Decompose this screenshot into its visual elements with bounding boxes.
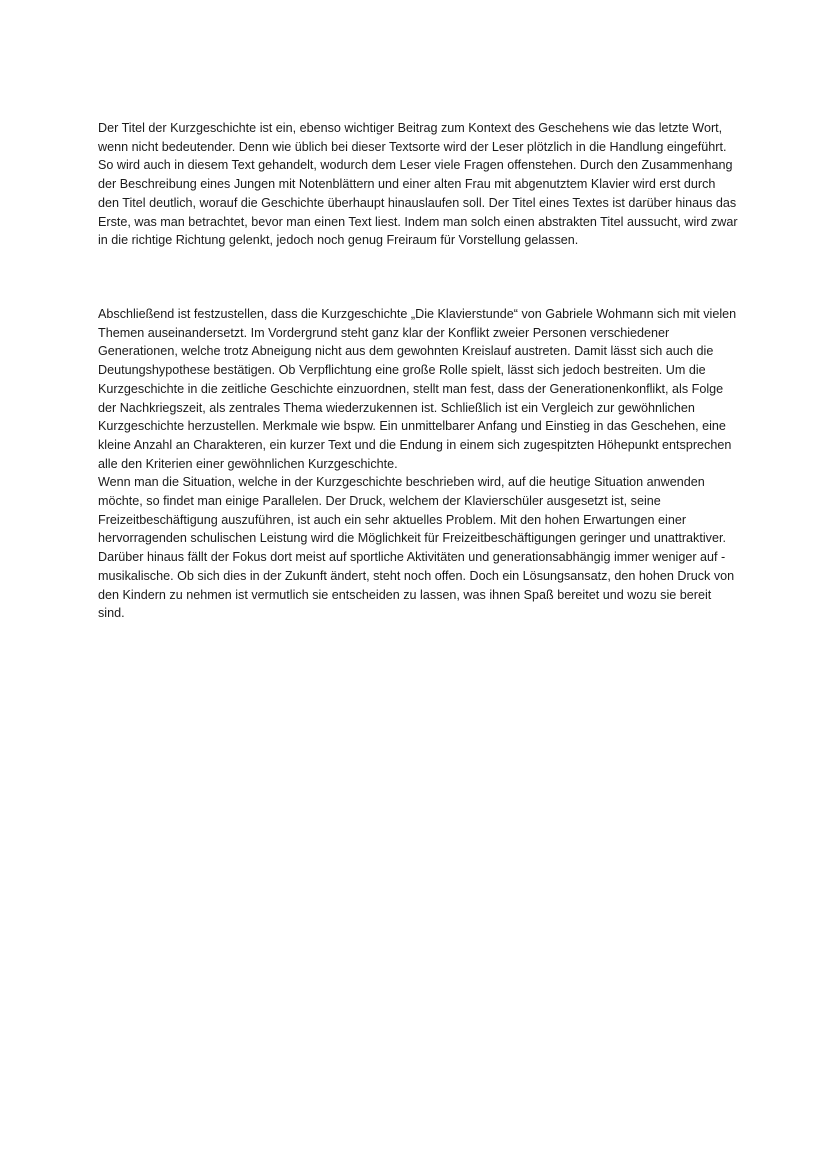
- paragraph-conclusion: Abschließend ist festzustellen, dass die Kurzgeschichte „Die Klavierstunde“ von Gabriele Wohmann sich mit vielen Themen auseinandersetzt. Im Vordergrund steht ganz klar der Konflikt zweier Personen verschiedener Generationen, welche trotz Abneigung nicht aus dem gewohnten Kreislauf austreten. Damit lässt sich auch die Deutungshypothese bestätigen. Ob Verpflichtung eine große Rolle spielt, lässt sich jedoch bestreiten. Um die Kurzgeschichte in die zeitliche Geschichte einzuordnen, stellt man fest, dass der Generationenkonflikt, als Folge der Nachkriegszeit, als zentrales Thema wiederzukennen ist. Schließlich ist ein Vergleich zur gewöhnlichen Kurzgeschichte herzustellen. Merkmale wie bspw. Ein unmittelbarer Anfang und Einstieg in das Geschehen, eine kleine Anzahl an Charakteren, ein kurzer Text und die Endung in einem sich zugespitzten Höhepunkt entsprechen alle den Kriterien einer gewöhnlichen Kurzgeschichte.: [98, 307, 737, 471]
- text-section-title-analysis: [98, 119, 738, 250]
- text-section-conclusion: [98, 305, 738, 623]
- paragraph-present-day: Wenn man die Situation, welche in der Kurzgeschichte beschrieben wird, auf die heutige Situation anwenden möchte, so findet man einige Parallelen. Der Druck, welchem der Klavierschüler ausgesetzt ist, seine Freizeitbeschäftigung auszuführen, ist auch ein sehr aktuelles Problem. Mit den hohen Erwartungen einer hervorragenden schulischen Leistung wird die Möglichkeit für Freizeitbeschäftigungen geringer und unattraktiver. Darüber hinaus fällt der Fokus dort meist auf sportliche Aktivitäten und generationsabhängig immer weniger auf -musikalische. Ob sich dies in der Zukunft ändert, steht noch offen. Doch ein Lösungsansatz, den hohen Druck von den Kindern zu nehmen ist vermutlich sie entscheiden zu lassen, was ihnen Spaß bereitet und wozu sie bereit sind.: [98, 475, 735, 621]
- paragraph-title-significance: Der Titel der Kurzgeschichte ist ein, ebenso wichtiger Beitrag zum Kontext des Geschehens wie das letzte Wort, wenn nicht bedeutender. Denn wie üblich bei dieser Textsorte wird der Leser plötzlich in die Handlung eingeführt. So wird auch in diesem Text gehandelt, wodurch dem Leser viele Fragen offenstehen. Durch den Zusammenhang der Beschreibung eines Jungen mit Notenblättern und einer alten Frau mit abgenutztem Klavier wird erst durch den Titel deutlich, worauf die Geschichte überhaupt hinauslaufen soll. Der Titel eines Textes ist darüber hinaus das Erste, was man betrachtet, bevor man einen Text liest. Indem man solch einen abstrakten Titel aussucht, wird zwar in die richtige Richtung gelenkt, jedoch noch genug Freiraum für Vorstellung gelassen.: [98, 121, 738, 248]
